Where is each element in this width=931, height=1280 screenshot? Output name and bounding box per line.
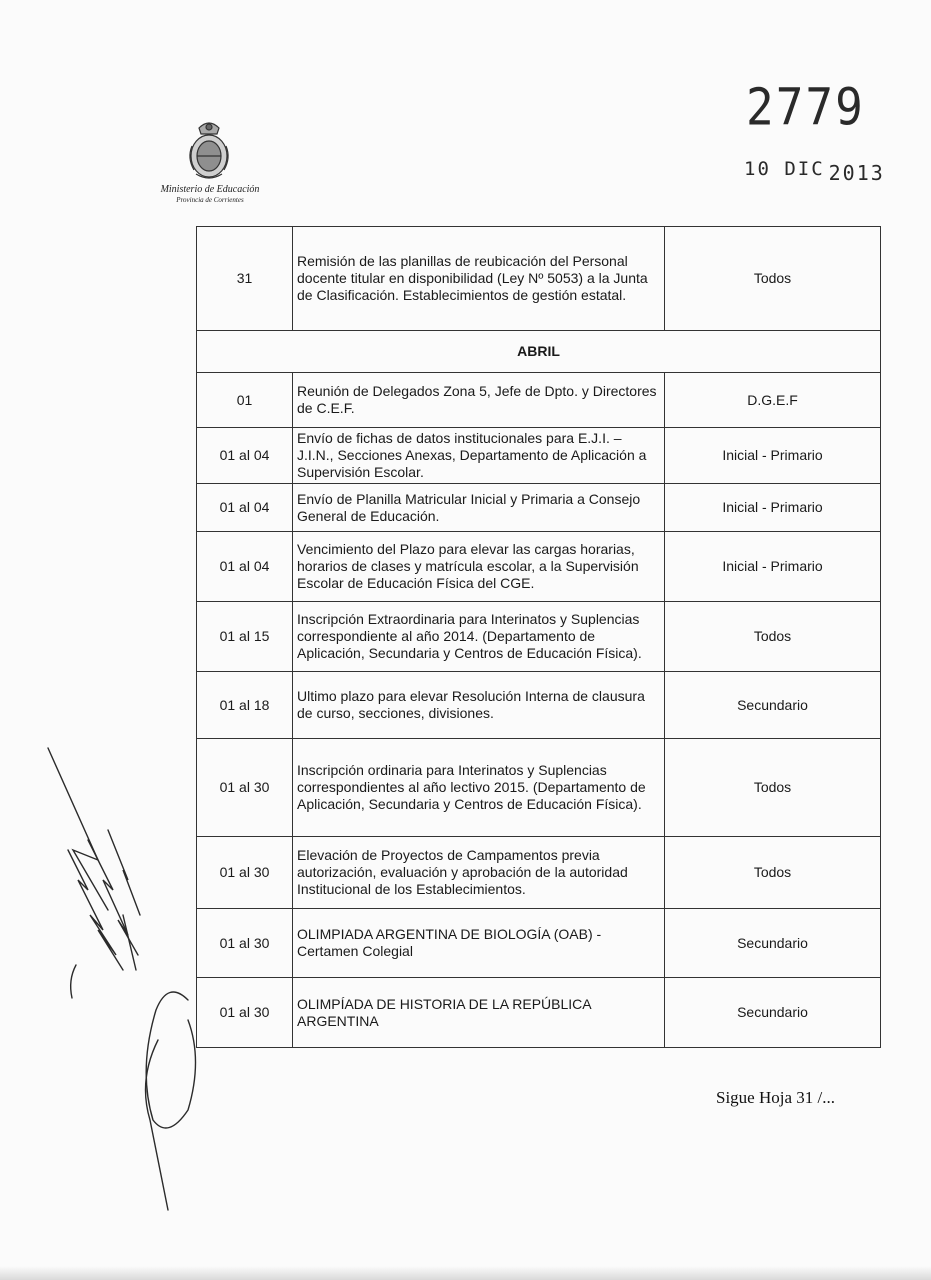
description-cell: OLIMPÍADA DE HISTORIA DE LA REPÚBLICA ARGENTINA (293, 978, 665, 1048)
date-day-month: 10 DIC (744, 158, 825, 180)
description-cell: Envío de fichas de datos institucionales para E.J.I. – J.I.N., Secciones Anexas, Departamento de Aplicación a Supervisión Escolar. (293, 428, 665, 484)
description-cell: Reunión de Delegados Zona 5, Jefe de Dpto. y Directores de C.E.F. (293, 373, 665, 428)
province-name: Provincia de Corrientes (176, 196, 244, 204)
level-cell: D.G.E.F (665, 373, 881, 428)
table-row (197, 739, 881, 837)
description-cell: Remisión de las planillas de reubicación del Personal docente titular en disponibilidad (Ley Nº 5053) a la Junta de Clasificación. Establecimientos de gestión estatal. (293, 227, 665, 331)
month-header-abril: ABRIL (197, 331, 881, 373)
date-cell: 01 al 30 (197, 909, 293, 978)
description-cell: Ultimo plazo para elevar Resolución Interna de clausura de curso, secciones, divisiones. (293, 672, 665, 739)
resolution-number-stamp: 2779 (746, 77, 865, 137)
table-row (197, 227, 881, 331)
table-row (197, 909, 881, 978)
handwritten-signature (28, 740, 218, 1240)
level-cell: Todos (665, 739, 881, 837)
date-cell: 01 al 30 (197, 739, 293, 837)
table-row (197, 672, 881, 739)
level-cell: Todos (665, 602, 881, 672)
coat-of-arms-seal (184, 116, 234, 182)
date-cell: 01 al 04 (197, 428, 293, 484)
date-cell: 01 (197, 373, 293, 428)
ministry-heading (140, 184, 280, 205)
description-cell: Inscripción Extraordinaria para Interinatos y Suplencias correspondiente al año 2014. (Departamento de Aplicación, Secundaria y Centros de Educación Física). (293, 602, 665, 672)
level-cell: Inicial - Primario (665, 428, 881, 484)
date-cell: 01 al 18 (197, 672, 293, 739)
date-year: 2013 (828, 161, 885, 185)
ministry-name: Ministerio de Educación (160, 184, 260, 195)
description-cell: Envío de Planilla Matricular Inicial y Primaria a Consejo General de Educación. (293, 484, 665, 532)
level-cell: Inicial - Primario (665, 532, 881, 602)
schedule-table (196, 226, 881, 1048)
table-row (197, 484, 881, 532)
description-cell: Inscripción ordinaria para Interinatos y Suplencias correspondientes al año lectivo 2015. (Departamento de Aplicación, Secundaria y Centros de Educación Física). (293, 739, 665, 837)
date-cell: 01 al 30 (197, 837, 293, 909)
level-cell: Inicial - Primario (665, 484, 881, 532)
level-cell: Secundario (665, 672, 881, 739)
description-cell: Elevación de Proyectos de Campamentos previa autorización, evaluación y aprobación de la autoridad Institucional de los Establecimientos. (293, 837, 665, 909)
date-cell: 01 al 30 (197, 978, 293, 1048)
date-cell: 31 (197, 227, 293, 331)
date-cell: 01 al 04 (197, 532, 293, 602)
continuation-note: Sigue Hoja 31 /... (716, 1088, 835, 1107)
table-row (197, 532, 881, 602)
scan-bottom-edge (0, 1266, 931, 1280)
month-row (197, 331, 881, 373)
table-row (197, 373, 881, 428)
table-row (197, 837, 881, 909)
level-cell: Secundario (665, 978, 881, 1048)
date-stamp (744, 156, 885, 185)
date-cell: 01 al 15 (197, 602, 293, 672)
table-row (197, 602, 881, 672)
date-cell: 01 al 04 (197, 484, 293, 532)
table-row (197, 978, 881, 1048)
level-cell: Todos (665, 227, 881, 331)
level-cell: Todos (665, 837, 881, 909)
level-cell: Secundario (665, 909, 881, 978)
description-cell: Vencimiento del Plazo para elevar las cargas horarias, horarios de clases y matrícula escolar, a la Supervisión Escolar de Educación Física del CGE. (293, 532, 665, 602)
description-cell: OLIMPIADA ARGENTINA DE BIOLOGÍA (OAB) - Certamen Colegial (293, 909, 665, 978)
table-row (197, 428, 881, 484)
